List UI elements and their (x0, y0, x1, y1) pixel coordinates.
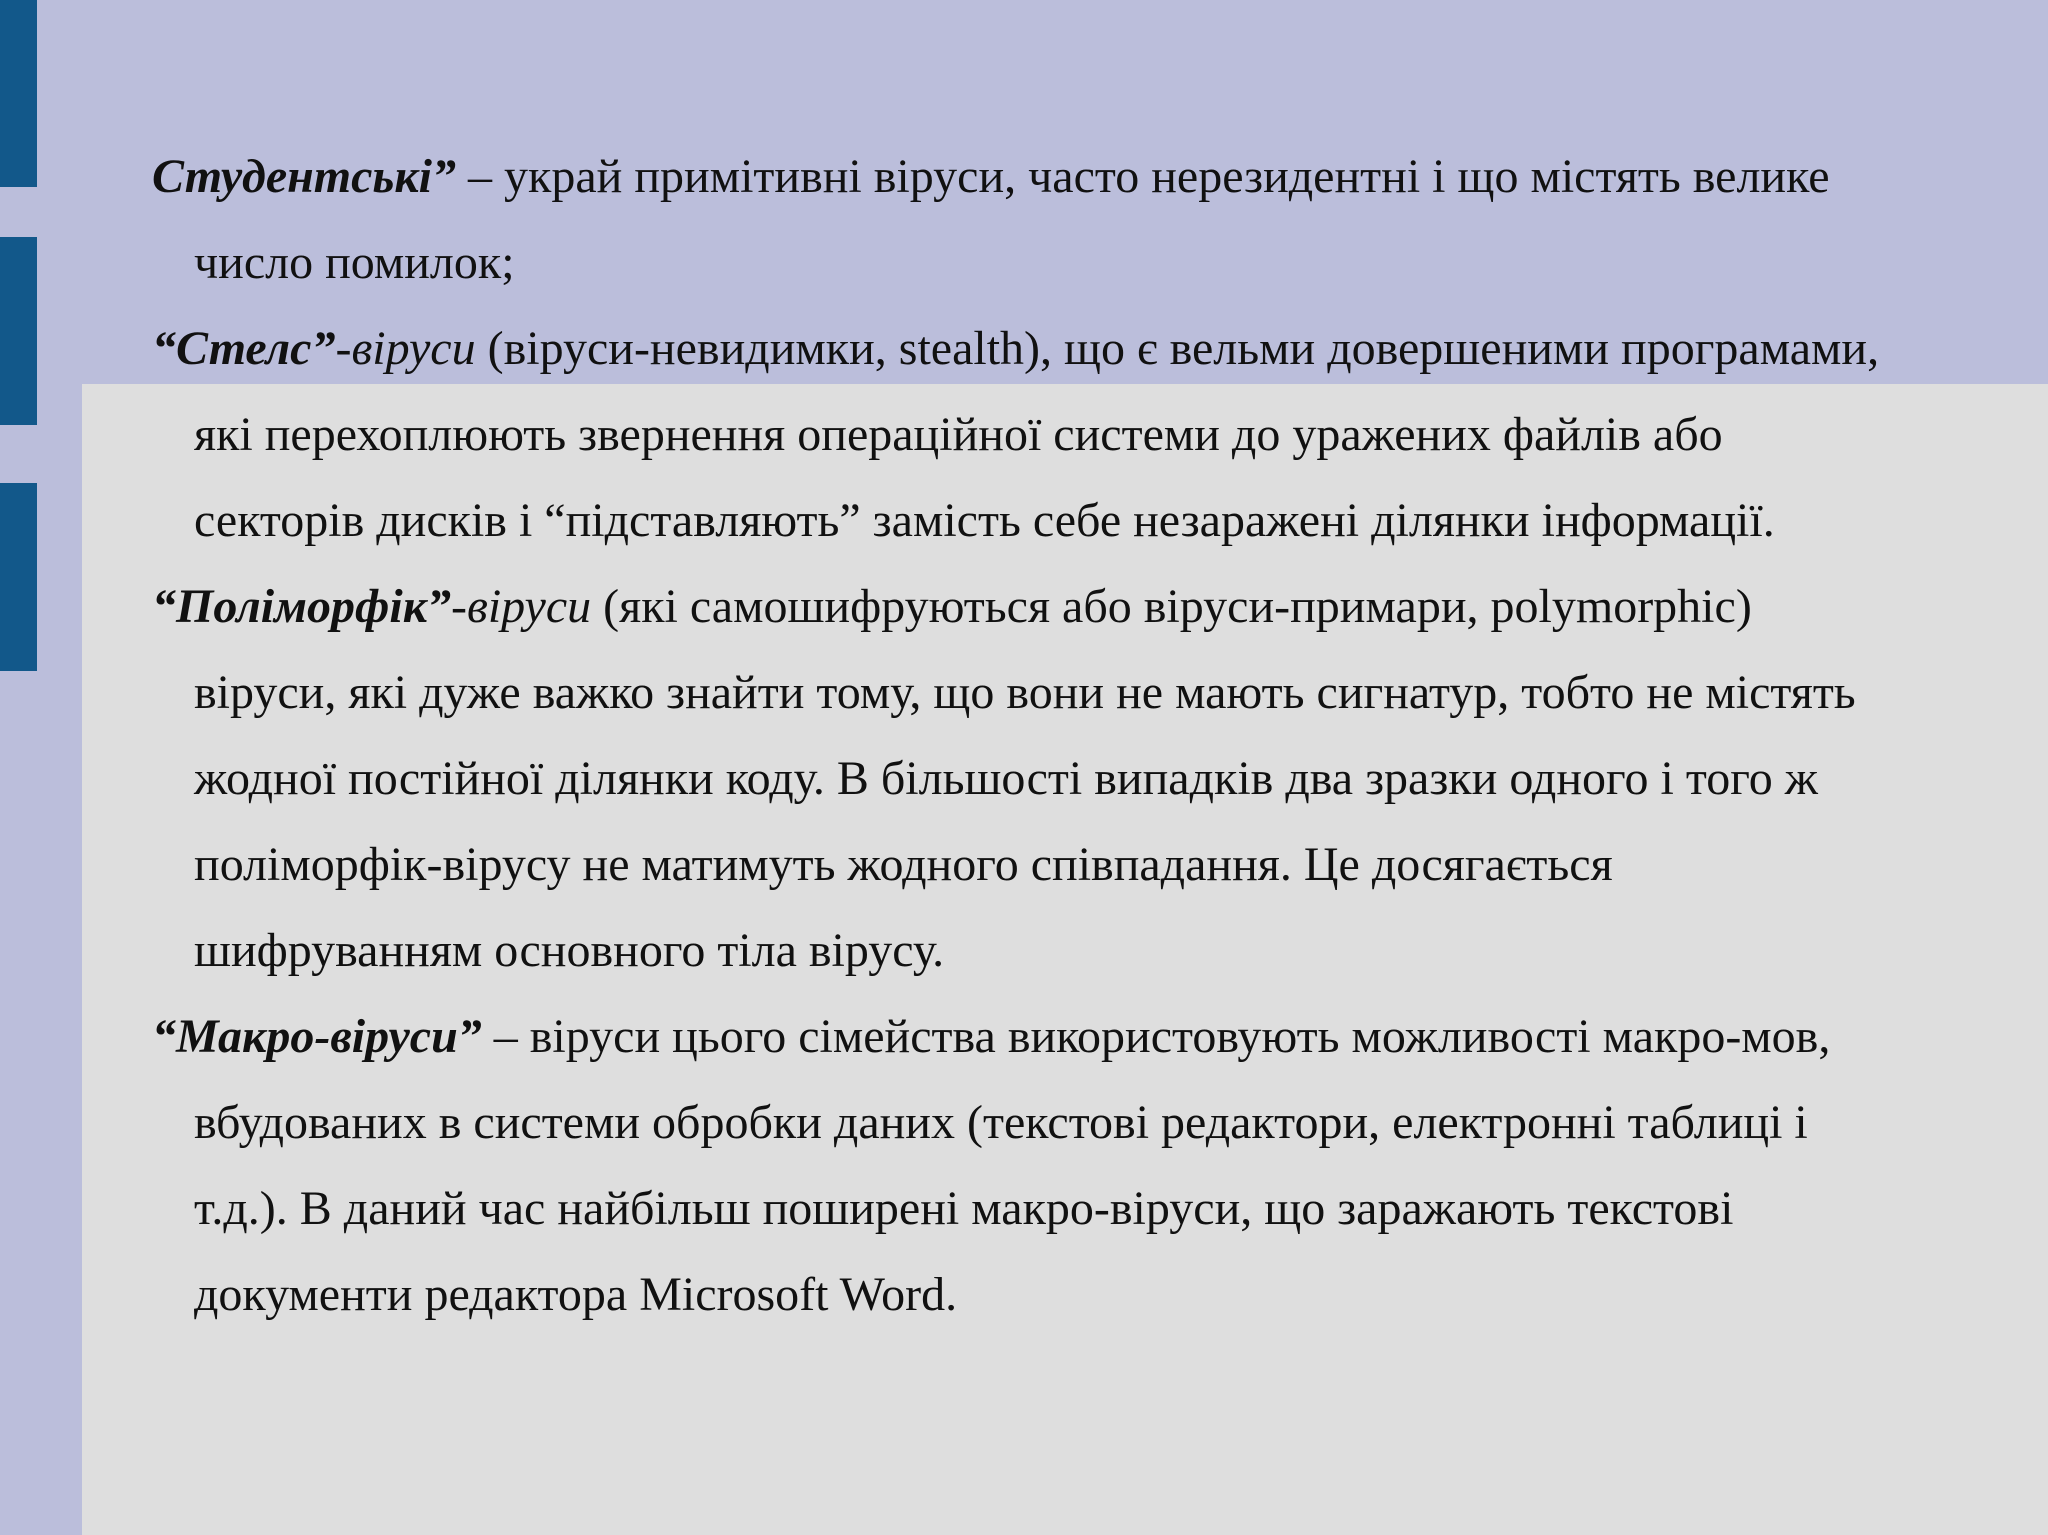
description-student-viruses: – украй примітивні віруси, часто нерезидентні і що містять велике число помилок; (194, 150, 1830, 289)
term-polymorphic-suffix: -віруси (451, 580, 592, 633)
paragraph-polymorphic-viruses (152, 564, 1902, 994)
term-stealth-suffix: -віруси (335, 322, 476, 375)
term-macro-viruses: “Макро-віруси” (152, 1010, 482, 1063)
side-accent-bar-1 (0, 0, 37, 187)
paragraph-macro-viruses (152, 994, 1902, 1338)
slide-text-body (152, 134, 1902, 1338)
term-polymorphic: “Поліморфік” (152, 580, 452, 633)
description-polymorphic-viruses: (які самошифруються або віруси-примари, polymorphic) віруси, які дуже важко знайти тому, що вони не мають сигнатур, тобто не містять жодної постійної ділянки коду. В більшості випадків два зразки одного і того ж поліморфік-вірусу не матимуть жодного співпадання. Це досягається шифруванням основного тіла вірусу. (194, 580, 1856, 977)
term-stealth: “Стелс” (152, 322, 336, 375)
term-student-viruses: Студентські” (152, 150, 457, 203)
side-accent-bar-2 (0, 237, 37, 425)
side-accent-bar-3 (0, 483, 37, 671)
paragraph-student-viruses (152, 134, 1902, 306)
paragraph-stealth-viruses (152, 306, 1902, 564)
description-stealth-viruses: (віруси-невидимки, stealth), що є вельми довершеними програмами, які перехоплюють звернення операційної системи до уражених файлів або секторів дисків і “підставляють” замість себе незаражені ділянки інформації. (194, 322, 1880, 547)
description-macro-viruses: – віруси цього сімейства використовують можливості макро-мов, вбудованих в системи обробки даних (текстові редактори, електронні таблиці і т.д.). В даний час найбільш поширені макро-віруси, що заражають текстові документи редактора Microsoft Word. (194, 1010, 1831, 1321)
